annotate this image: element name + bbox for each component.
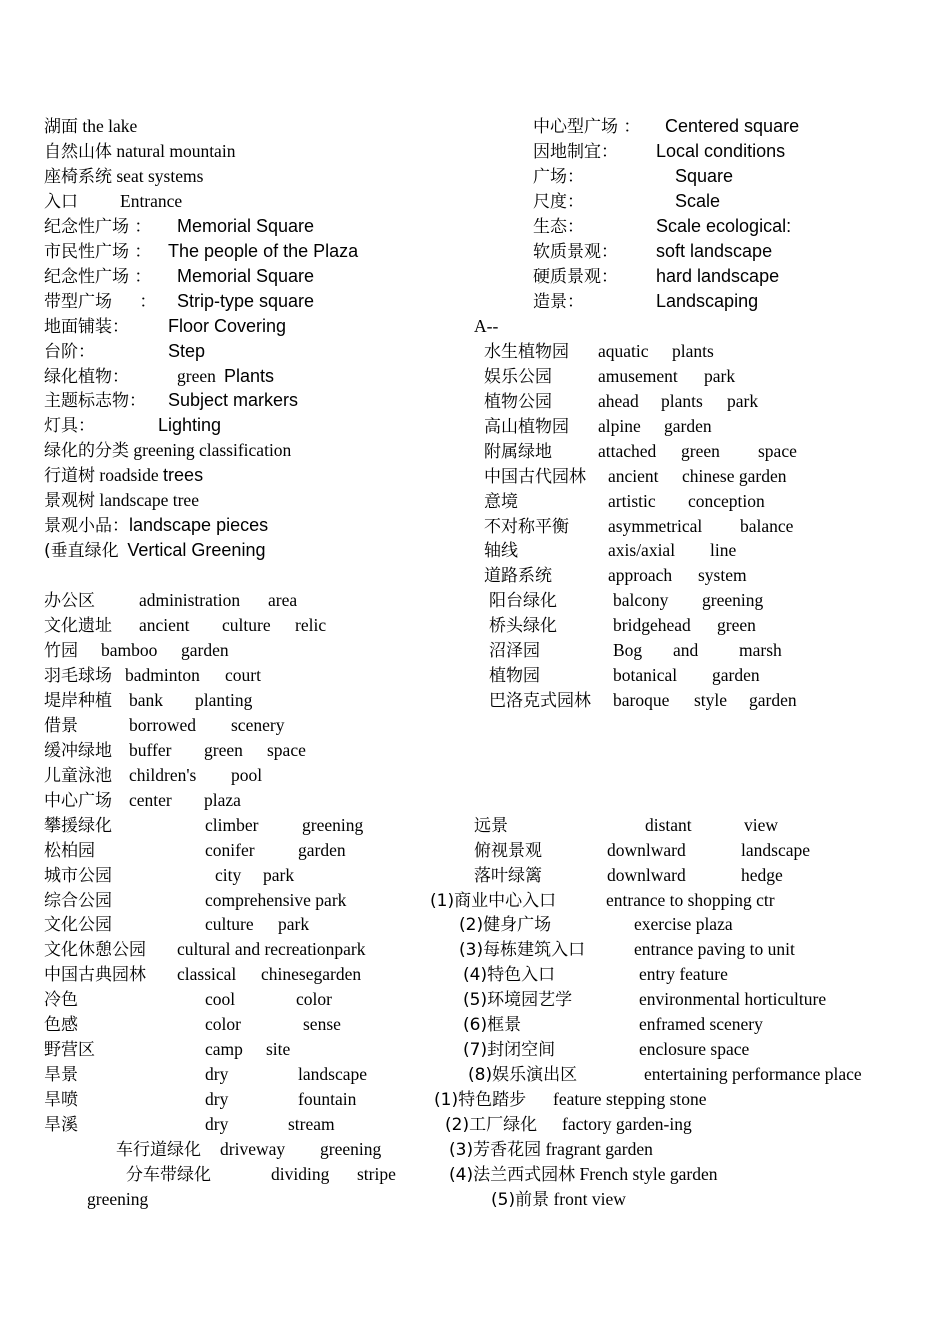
term-row: 儿童泳池 children's pool (44, 765, 263, 786)
term-row: 俯视景观 downlward landscape (474, 840, 810, 861)
term-row: 中国古典园林 classical chinesegarden (44, 964, 362, 985)
term-row: 地面铺装： Floor Covering (44, 316, 287, 337)
term-row: (8)娱乐演出区 entertaining performance place (468, 1064, 862, 1085)
term-row: 旱喷 dry fountain (44, 1089, 357, 1110)
term-row: 阳台绿化 balcony greening (489, 590, 764, 611)
term-row: 色感 color sense (44, 1014, 341, 1035)
term-row: 文化遗址 ancient culture relic (44, 615, 327, 636)
term-row: 纪念性广场 ： Memorial Square (44, 216, 315, 237)
term-row: 广场： Square (533, 166, 734, 187)
term-row: (3)芳香花园 fragrant garden (449, 1139, 653, 1160)
term-row: 造景： Landscaping (533, 291, 759, 312)
term-row: 带型广场 ： Strip-type square (44, 291, 315, 312)
term-row: 植物公园 ahead plants park (484, 391, 759, 412)
term-row: 松柏园 conifer garden (44, 840, 346, 861)
term-row: 中国古代园林 ancient chinese garden (484, 466, 787, 487)
term-row: 攀援绿化 climber greening (44, 815, 364, 836)
term-row: 落叶绿篱 downlward hedge (474, 865, 783, 886)
term-row: (5)前景 front view (491, 1189, 626, 1210)
term-row: 绿化植物： green Plants (44, 366, 275, 387)
term-row: 座椅系统 seat systems (44, 166, 204, 187)
term-row: 办公区 administration area (44, 590, 298, 611)
term-row: (6)框景 enframed scenery (463, 1014, 763, 1035)
term-row: 主题标志物： Subject markers (44, 390, 299, 411)
term-row: 竹园 bamboo garden (44, 640, 229, 661)
term-row: 入口 Entrance (44, 191, 183, 212)
term-row: (4)法兰西式园林 French style garden (449, 1164, 718, 1185)
term-row: 景观树 landscape tree (44, 490, 199, 511)
term-row: 冷色 cool color (44, 989, 332, 1010)
term-row: (7)封闭空间 enclosure space (463, 1039, 750, 1060)
term-row: 附属绿地 attached green space (484, 441, 797, 462)
term-row: 羽毛球场 badminton court (44, 665, 261, 686)
term-row: 堤岸种植 bank planting (44, 690, 253, 711)
term-row: 中心型广场 ： Centered square (533, 116, 800, 137)
term-row: 分车带绿化 dividing stripe (126, 1164, 396, 1185)
term-row: 沼泽园 Bog and marsh (489, 640, 782, 661)
term-row: 湖面 the lake (44, 116, 138, 137)
term-row: 文化公园 culture park (44, 914, 310, 935)
term-row: 道路系统 approach system (484, 565, 747, 586)
term-row: 高山植物园 alpine garden (484, 416, 712, 437)
term-row: 娱乐公园 amusement park (484, 366, 736, 387)
term-row: (1)特色踏步 feature stepping stone (434, 1089, 707, 1110)
term-row: (5)环境园艺学 environmental horticulture (463, 989, 827, 1010)
section-header-a: A-- (474, 316, 499, 336)
term-row: 自然山体 natural mountain (44, 141, 236, 162)
term-row: 桥头绿化 bridgehead green (489, 615, 756, 636)
term-row: 车行道绿化 driveway greening (116, 1139, 382, 1160)
term-row: (1)商业中心入口 entrance to shopping ctr (430, 890, 775, 911)
term-row: 市民性广场 ： The people of the Plaza (44, 241, 359, 262)
term-row: 纪念性广场 ： Memorial Square (44, 266, 315, 287)
term-row: 中心广场 center plaza (44, 790, 241, 811)
term-row: 台阶： Step (44, 341, 206, 362)
term-row: 文化休憩公园 cultural and recreationpark (44, 939, 366, 960)
term-row: 植物园 botanical garden (489, 665, 760, 686)
term-row: (2)健身广场 exercise plaza (459, 914, 733, 935)
term-row: 轴线 axis/axial line (484, 540, 737, 561)
term-row: 远景 distant view (474, 815, 779, 836)
term-row: 因地制宜： Local conditions (533, 141, 786, 162)
term-row: 巴洛克式园林 baroque style garden (489, 690, 797, 711)
term-row: 野营区 camp site (44, 1039, 291, 1060)
term-row: 硬质景观： hard landscape (533, 266, 780, 287)
term-row: (4)特色入口 entry feature (463, 964, 728, 985)
term-row: 绿化的分类 greening classification (44, 440, 292, 461)
term-row: 水生植物园 aquatic plants (484, 341, 714, 362)
term-row: 旱景 dry landscape (44, 1064, 367, 1085)
term-row: 缓冲绿地 buffer green space (44, 740, 306, 761)
term-row: 生态： Scale ecological: (533, 216, 792, 237)
term-row: 景观小品：landscape pieces (44, 515, 269, 536)
term-row: 旱溪 dry stream (44, 1114, 335, 1135)
term-row: 不对称平衡 asymmetrical balance (484, 516, 794, 537)
term-row: 意境 artistic conception (484, 491, 765, 512)
term-row: (垂直绿化 Vertical Greening (44, 540, 266, 561)
term-row: 行道树 roadside trees (44, 465, 204, 486)
term-row: greening (87, 1189, 149, 1209)
term-row: 尺度： Scale (533, 191, 721, 212)
term-row: 综合公园 comprehensive park (44, 890, 347, 911)
term-row: 软质景观： soft landscape (533, 241, 773, 262)
term-row: (3)每栋建筑入口 entrance paving to unit (459, 939, 795, 960)
term-row: 城市公园 city park (44, 865, 295, 886)
term-row: 灯具： Lighting (44, 415, 222, 436)
term-row: 借景 borrowed scenery (44, 715, 285, 736)
term-row: (2)工厂绿化 factory garden-ing (445, 1114, 692, 1135)
